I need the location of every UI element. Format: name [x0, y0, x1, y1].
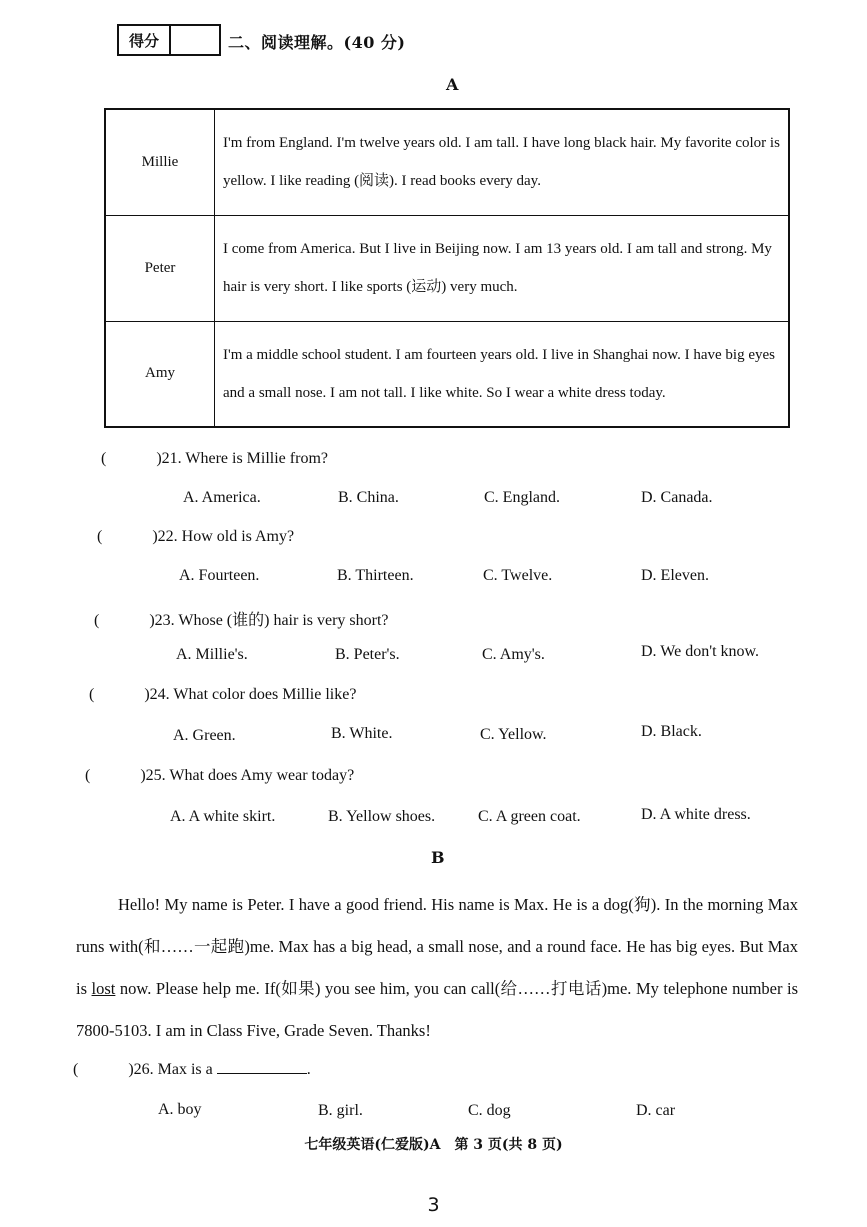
person-name: Peter — [105, 215, 215, 321]
option-d: D. car — [636, 1102, 676, 1119]
answer-paren-close: ) — [149, 612, 155, 629]
question-21 — [101, 450, 328, 468]
option-a: A. Fourteen. — [179, 567, 260, 584]
option-a: A. Millie's. — [176, 646, 248, 663]
score-blank — [171, 26, 219, 54]
question-stem-end: . — [306, 1061, 311, 1078]
answer-paren-open: ( — [94, 612, 100, 629]
option-b: B. Yellow shoes. — [328, 808, 436, 825]
question-26 — [73, 1059, 311, 1079]
question-23 — [94, 607, 389, 630]
fill-blank[interactable] — [217, 1059, 307, 1074]
table-row — [105, 215, 789, 321]
option-d: D. Canada. — [641, 489, 713, 506]
answer-paren-close: ) — [144, 686, 150, 703]
passage-text: Hello! My name is Peter. I have a good friend. His name is Max. He is a dog(狗). In the morning Max runs with(和……一起跑)me. Max has a big head, a small nose, and a round face. He has big eyes. But Max is — [76, 895, 798, 998]
option-b: B. Thirteen. — [337, 567, 414, 584]
option-a: A. boy — [158, 1101, 202, 1118]
option-d: D. We don't know. — [641, 643, 760, 660]
question-stem: 22. How old is Amy? — [157, 528, 295, 545]
section-title: 二、阅读理解。(40 分) — [228, 33, 406, 52]
question-22 — [97, 528, 294, 546]
answer-paren-close: ) — [140, 767, 146, 784]
person-description: I'm a middle school student. I am fourteen years old. I live in Shanghai now. I have big eyes and a small nose. I am not tall. I like white. So I wear a white dress today. — [215, 321, 790, 427]
option-b: B. girl. — [318, 1102, 363, 1119]
option-c: C. Amy's. — [482, 646, 545, 663]
option-c: C. Yellow. — [480, 726, 547, 743]
person-description: I'm from England. I'm twelve years old. I am tall. I have long black hair. My favorite color is yellow. I like reading (阅读). I read books every day. — [215, 109, 790, 215]
question-stem: 24. What color does Millie like? — [149, 686, 357, 703]
answer-paren-open: ( — [97, 528, 103, 545]
answer-paren-open: ( — [73, 1061, 79, 1078]
question-stem: 26. Max is a — [133, 1061, 213, 1078]
person-description: I come from America. But I live in Beijing now. I am 13 years old. I am tall and strong. My hair is very short. I like sports (运动) very much. — [215, 215, 790, 321]
option-c: C. dog — [468, 1102, 511, 1119]
question-stem: 23. Whose (谁的) hair is very short? — [154, 612, 389, 629]
answer-paren-close: ) — [156, 450, 162, 467]
answer-paren-open: ( — [85, 767, 91, 784]
option-c: C. England. — [484, 489, 560, 506]
passage-b — [76, 884, 798, 1052]
part-b-label: B — [431, 848, 445, 867]
score-box — [117, 24, 221, 56]
part-a-label: A — [446, 75, 459, 94]
option-a: A. Green. — [173, 727, 236, 744]
underlined-word: lost — [91, 979, 116, 998]
question-stem: 21. Where is Millie from? — [161, 450, 328, 467]
page-footer: 七年级英语(仁爱版)A 第 3 页(共 8 页) — [304, 1137, 563, 1153]
passage-table — [104, 108, 790, 428]
answer-paren-close: ) — [152, 528, 158, 545]
option-c: C. Twelve. — [483, 567, 553, 584]
option-d: D. Black. — [641, 723, 702, 740]
option-d: D. Eleven. — [641, 567, 709, 584]
option-b: B. Peter's. — [335, 646, 400, 663]
passage-text: now. Please help me. If(如果) you see him, you can call(给……打电话)me. My telephone number is 7800-5103. I am in Class Five, Grade Seven. Thanks! — [76, 979, 798, 1040]
answer-paren-open: ( — [89, 686, 95, 703]
table-row — [105, 321, 789, 427]
option-a: A. America. — [183, 489, 261, 506]
answer-paren-open: ( — [101, 450, 107, 467]
option-b: B. China. — [338, 489, 399, 506]
option-d: D. A white dress. — [641, 806, 751, 823]
question-24 — [89, 686, 356, 704]
option-b: B. White. — [331, 725, 393, 742]
question-stem: 25. What does Amy wear today? — [145, 767, 355, 784]
option-a: A. A white skirt. — [170, 808, 276, 825]
page-number: 3 — [427, 1194, 440, 1216]
person-name: Millie — [105, 109, 215, 215]
question-25 — [85, 767, 354, 785]
score-label: 得分 — [119, 26, 171, 54]
option-c: C. A green coat. — [478, 808, 581, 825]
person-name: Amy — [105, 321, 215, 427]
table-row — [105, 109, 789, 215]
answer-paren-close: ) — [128, 1061, 134, 1078]
